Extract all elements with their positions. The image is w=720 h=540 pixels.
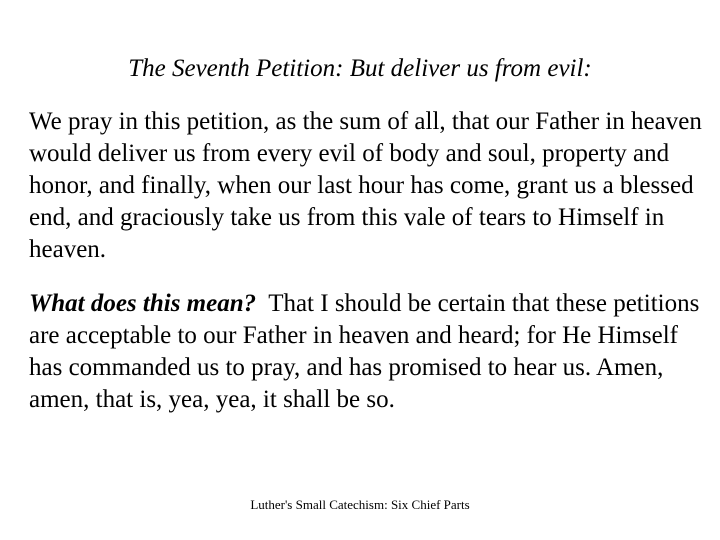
petition-explanation-paragraph: We pray in this petition, as the sum of all, that our Father in heaven would deliver us from every evil of body and soul, property and honor, and finally, when our last hour has come, grant us a blessed end, and graciously take us from this vale of tears to Himself in heaven. [29,108,702,263]
meaning-paragraph [29,288,709,416]
meaning-question: What does this mean? [29,290,257,317]
slide-title: The Seventh Petition: But deliver us from evil: [128,55,592,82]
meaning-answer: That I should be certain that these petitions are acceptable to our Father in heaven and heard; for He Himself has commanded us to pray, and has promised to hear us. Amen, amen, that is, yea, yea, it shall be so. [29,290,700,413]
slide-footer: Luther's Small Catechism: Six Chief Parts [250,497,470,512]
